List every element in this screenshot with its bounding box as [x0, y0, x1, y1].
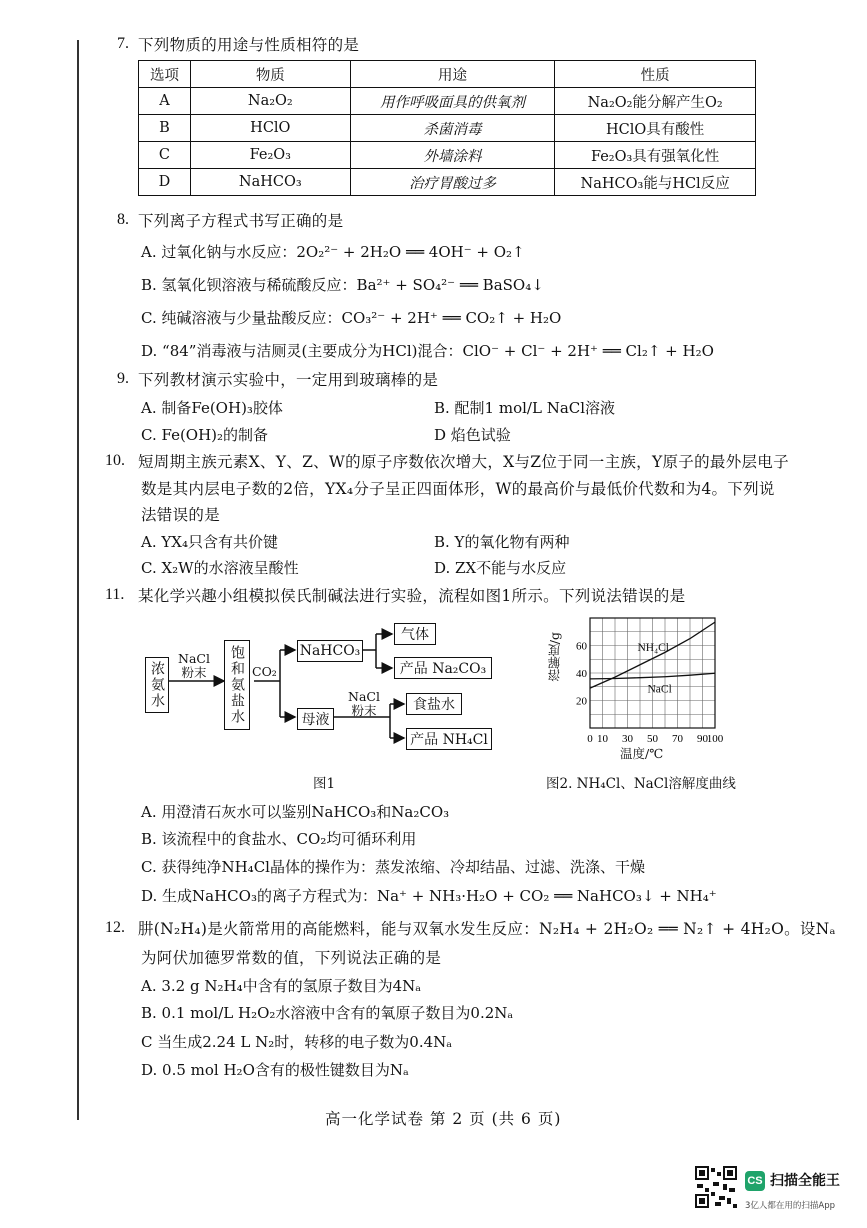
- q7-table: [138, 60, 756, 196]
- q8-option-a: A. 过氧化钠与水反应：2O₂²⁻ + 2H₂O ══ 4OH⁻ + O₂↑: [141, 243, 525, 261]
- q12-option-b: B. 0.1 mol/L H₂O₂水溶液中含有的氧原子数目为0.2Nₐ: [141, 1004, 514, 1022]
- table-header: 物质: [190, 61, 350, 88]
- table-header: 用途: [350, 61, 555, 88]
- watermark-brand: 扫描全能王: [770, 1173, 840, 1189]
- flow-start-box: 浓氨水: [145, 657, 169, 713]
- q8-option-d: D. “84”消毒液与洁厕灵(主要成分为HCl)混合：ClO⁻ + Cl⁻ + 2H⁺ ══ Cl₂↑ + H₂O: [141, 342, 714, 360]
- qr-code-icon: [695, 1166, 737, 1208]
- x-tick-label: 90: [697, 733, 708, 745]
- flow-nacl-label-1: NaCl粉末: [178, 651, 210, 680]
- x-tick-label: 100: [706, 733, 724, 745]
- y-tick-label: 40: [576, 668, 587, 680]
- x-tick-label: 70: [672, 733, 683, 745]
- q11-option-a: A. 用澄清石灰水可以鉴别NaHCO₃和Na₂CO₃: [141, 803, 450, 821]
- flow-salt-water-box: 食盐水: [406, 693, 462, 715]
- table-row: [139, 142, 756, 169]
- q11-option-c: C. 获得纯净NH₄Cl晶体的操作为：蒸发浓缩、冷却结晶、过滤、洗涤、干燥: [141, 858, 645, 876]
- table-cell: HClO: [190, 115, 350, 142]
- table-row: [139, 88, 756, 115]
- q10-stem-line1: 短周期主族元素X、Y、Z、W的原子序数依次增大，X与Z位于同一主族，Y原子的最外层电子: [138, 453, 789, 471]
- table-cell: Fe₂O₃具有强氧化性: [555, 142, 756, 169]
- q7-stem: 下列物质的用途与性质相符的是: [138, 36, 360, 54]
- flow-nacl-label-2: NaCl粉末: [348, 689, 380, 718]
- table-cell: HClO具有酸性: [555, 115, 756, 142]
- watermark-subtitle: 3亿人都在用的扫描App: [745, 1201, 836, 1211]
- flow-co2-label: CO₂: [252, 664, 277, 679]
- solubility-chart: [560, 612, 740, 762]
- table-header: 性质: [555, 61, 756, 88]
- table-cell: 用作呼吸面具的供氧剂: [350, 88, 555, 115]
- q10-stem-line3: 法错误的是: [141, 506, 221, 524]
- q10-option-b: B. Y的氧化物有两种: [434, 533, 570, 551]
- q11-number: 11.: [105, 586, 125, 603]
- q11-stem: 某化学兴趣小组模拟侯氏制碱法进行实验，流程如图1所示。下列说法错误的是: [138, 587, 686, 605]
- fig2-caption: 图2. NH₄Cl、NaCl溶解度曲线: [546, 776, 736, 792]
- q12-option-a: A. 3.2 g N₂H₄中含有的氢原子数目为4Nₐ: [141, 977, 422, 995]
- q10-stem-line2: 数是其内层电子数的2倍，YX₄分子呈正四面体形，W的最高价与最低价代数和为4。下列说: [141, 480, 775, 498]
- table-cell: NaHCO₃: [190, 169, 350, 196]
- q10-option-a: A. YX₄只含有共价键: [141, 533, 278, 551]
- table-cell: Na₂O₂能分解产生O₂: [555, 88, 756, 115]
- fig1-caption: 图1: [313, 776, 336, 792]
- q11-option-d: D. 生成NaHCO₃的离子方程式为：Na⁺ + NH₃·H₂O + CO₂ ══ NaHCO₃↓ + NH₄⁺: [141, 887, 717, 905]
- series-label: NaCl: [647, 683, 672, 696]
- q10-number: 10.: [105, 452, 125, 469]
- table-cell: 杀菌消毒: [350, 115, 555, 142]
- q8-number: 8.: [117, 211, 129, 228]
- table-cell: A: [139, 88, 191, 115]
- q8-option-b: B. 氢氧化钡溶液与稀硫酸反应：Ba²⁺ + SO₄²⁻ ══ BaSO₄↓: [141, 276, 544, 294]
- y-tick-label: 60: [576, 640, 587, 653]
- q9-number: 9.: [117, 370, 129, 387]
- q9-option-a: A. 制备Fe(OH)₃胶体: [141, 399, 283, 417]
- chart-xlabel: 温度/℃: [620, 746, 664, 761]
- table-header-row: [139, 61, 756, 88]
- x-tick-label: 30: [622, 733, 633, 745]
- page-footer: 高一化学试卷 第 2 页 (共 6 页): [325, 1110, 562, 1128]
- q12-number: 12.: [105, 919, 125, 936]
- table-cell: 治疗胃酸过多: [350, 169, 555, 196]
- table-cell: 外墙涂料: [350, 142, 555, 169]
- q9-option-d: D 焰色试验: [434, 426, 511, 444]
- table-row: [139, 169, 756, 196]
- flow-saturated-box: 饱和氨盐水: [224, 640, 250, 730]
- table-header: 选项: [139, 61, 191, 88]
- q9-stem: 下列教材演示实验中，一定用到玻璃棒的是: [138, 371, 439, 389]
- flow-mother-liquor-box: 母液: [297, 708, 334, 730]
- flow-product2-box: 产品 NH₄Cl: [406, 728, 492, 750]
- q12-option-c: C 当生成2.24 L N₂时，转移的电子数为0.4Nₐ: [141, 1033, 453, 1051]
- q8-option-c: C. 纯碱溶液与少量盐酸反应：CO₃²⁻ + 2H⁺ ══ CO₂↑ + H₂O: [141, 309, 562, 327]
- flow-gas-box: 气体: [394, 623, 436, 645]
- table-cell: B: [139, 115, 191, 142]
- q12-stem-line1: 肼(N₂H₄)是火箭常用的高能燃料，能与双氧水发生反应：N₂H₄ + 2H₂O₂ ══ N₂↑ + 4H₂O。设Nₐ: [138, 920, 836, 938]
- q12-option-d: D. 0.5 mol H₂O含有的极性键数目为Nₐ: [141, 1061, 409, 1079]
- flow-nahco3-box: NaHCO₃: [297, 640, 363, 662]
- table-cell: D: [139, 169, 191, 196]
- q9-option-b: B. 配制1 mol/L NaCl溶液: [434, 399, 616, 417]
- flow-product1-box: 产品 Na₂CO₃: [394, 657, 492, 679]
- table-cell: Na₂O₂: [190, 88, 350, 115]
- q12-stem-line2: 为阿伏加德罗常数的值，下列说法正确的是: [141, 949, 442, 967]
- q7-number: 7.: [117, 35, 129, 52]
- q10-option-d: D. ZX不能与水反应: [434, 559, 567, 577]
- table-cell: Fe₂O₃: [190, 142, 350, 169]
- q9-option-c: C. Fe(OH)₂的制备: [141, 426, 269, 444]
- margin-line: [77, 40, 79, 1120]
- chart-ylabel: 溶解度/g: [547, 632, 562, 682]
- x-tick-label: 50: [647, 733, 658, 745]
- table-row: [139, 115, 756, 142]
- table-cell: C: [139, 142, 191, 169]
- x-tick-label: 0: [587, 733, 593, 745]
- q10-option-c: C. X₂W的水溶液呈酸性: [141, 559, 299, 577]
- table-cell: NaHCO₃能与HCl反应: [555, 169, 756, 196]
- camscanner-logo-icon: CS: [745, 1171, 765, 1191]
- x-tick-label: 10: [597, 733, 608, 745]
- y-tick-label: 20: [576, 695, 587, 708]
- q11-option-b: B. 该流程中的食盐水、CO₂均可循环利用: [141, 830, 417, 848]
- q8-stem: 下列离子方程式书写正确的是: [138, 212, 344, 230]
- series-label: NH₄Cl: [637, 642, 669, 654]
